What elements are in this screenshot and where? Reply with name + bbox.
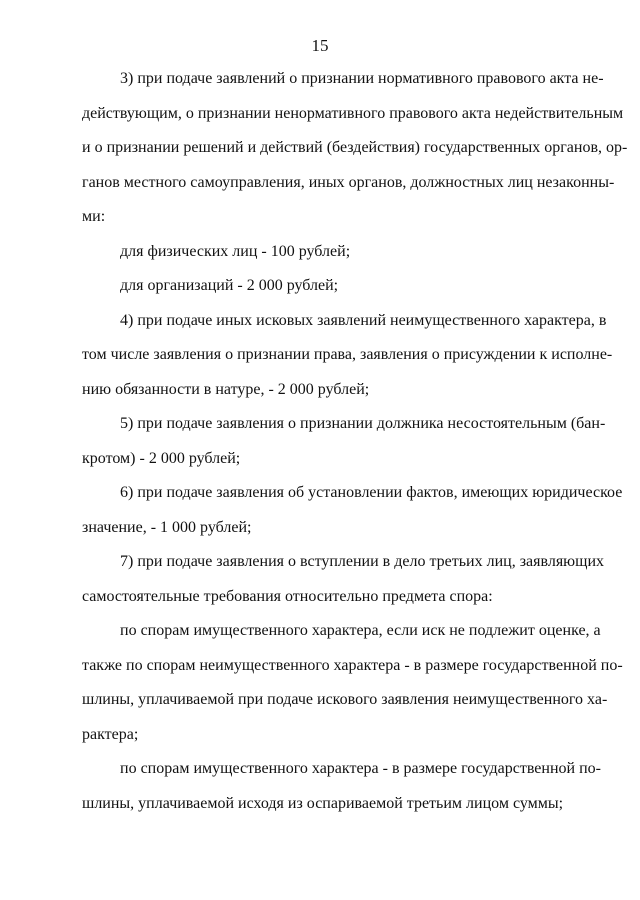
paragraph-organizations-fee	[82, 269, 600, 304]
page-number: 15	[311, 36, 329, 55]
text-line: шлины, уплачиваемой исходя из оспариваемой третьим лицом суммы;	[82, 794, 564, 812]
document-body	[82, 62, 628, 821]
paragraph-property-disputes	[82, 752, 600, 821]
text-line: самостоятельные требования относительно предмета спора:	[82, 587, 493, 605]
text-line: 4) при подаче иных исковых заявлений неимущественного характера, в	[120, 311, 607, 329]
text-line: также по спорам неимущественного характера - в размере государственной по-	[82, 656, 623, 674]
text-line: нию обязанности в натуре, - 2 000 рублей;	[82, 380, 370, 398]
text-line: ганов местного самоуправления, иных органов, должностных лиц незаконны-	[82, 173, 615, 191]
text-line: по спорам имущественного характера - в размере государственной по-	[120, 760, 601, 777]
paragraph-item-7	[82, 545, 605, 614]
text-line: 6) при подаче заявления об установлении фактов, имеющих юридическое	[120, 484, 623, 501]
text-line: по спорам имущественного характера, если иск не подлежит оценке, а	[120, 622, 601, 639]
text-line: ми:	[82, 208, 106, 225]
text-line: и о признании решений и действий (бездействия) государственных органов, ор-	[82, 139, 628, 156]
paragraph-item-3	[82, 62, 628, 235]
text-line: 3) при подаче заявлений о признании нормативного правового акта не-	[120, 70, 604, 87]
paragraph-item-6	[82, 476, 623, 545]
paragraph-item-4	[82, 304, 613, 408]
paragraph-property-disputes-unvalued	[82, 614, 623, 752]
text-line: рактера;	[82, 725, 139, 743]
text-line: действующим, о признании ненормативного правового акта недействительным	[82, 104, 624, 122]
text-line: шлины, уплачиваемой при подаче искового заявления неимущественного ха-	[82, 691, 608, 708]
text-line: значение, - 1 000 рублей;	[82, 518, 252, 536]
paragraph-individuals-fee	[82, 235, 600, 270]
text-line: 5) при подаче заявления о признании должника несостоятельным (бан-	[120, 415, 606, 432]
text-line: для физических лиц - 100 рублей;	[120, 242, 351, 260]
text-line: 7) при подаче заявления о вступлении в дело третьих лиц, заявляющих	[120, 553, 605, 570]
text-line: для организаций - 2 000 рублей;	[120, 277, 339, 294]
text-line: кротом) - 2 000 рублей;	[82, 449, 241, 467]
text-line: том числе заявления о признании права, заявления о присуждении к исполне-	[82, 346, 613, 363]
paragraph-item-5	[82, 407, 606, 476]
